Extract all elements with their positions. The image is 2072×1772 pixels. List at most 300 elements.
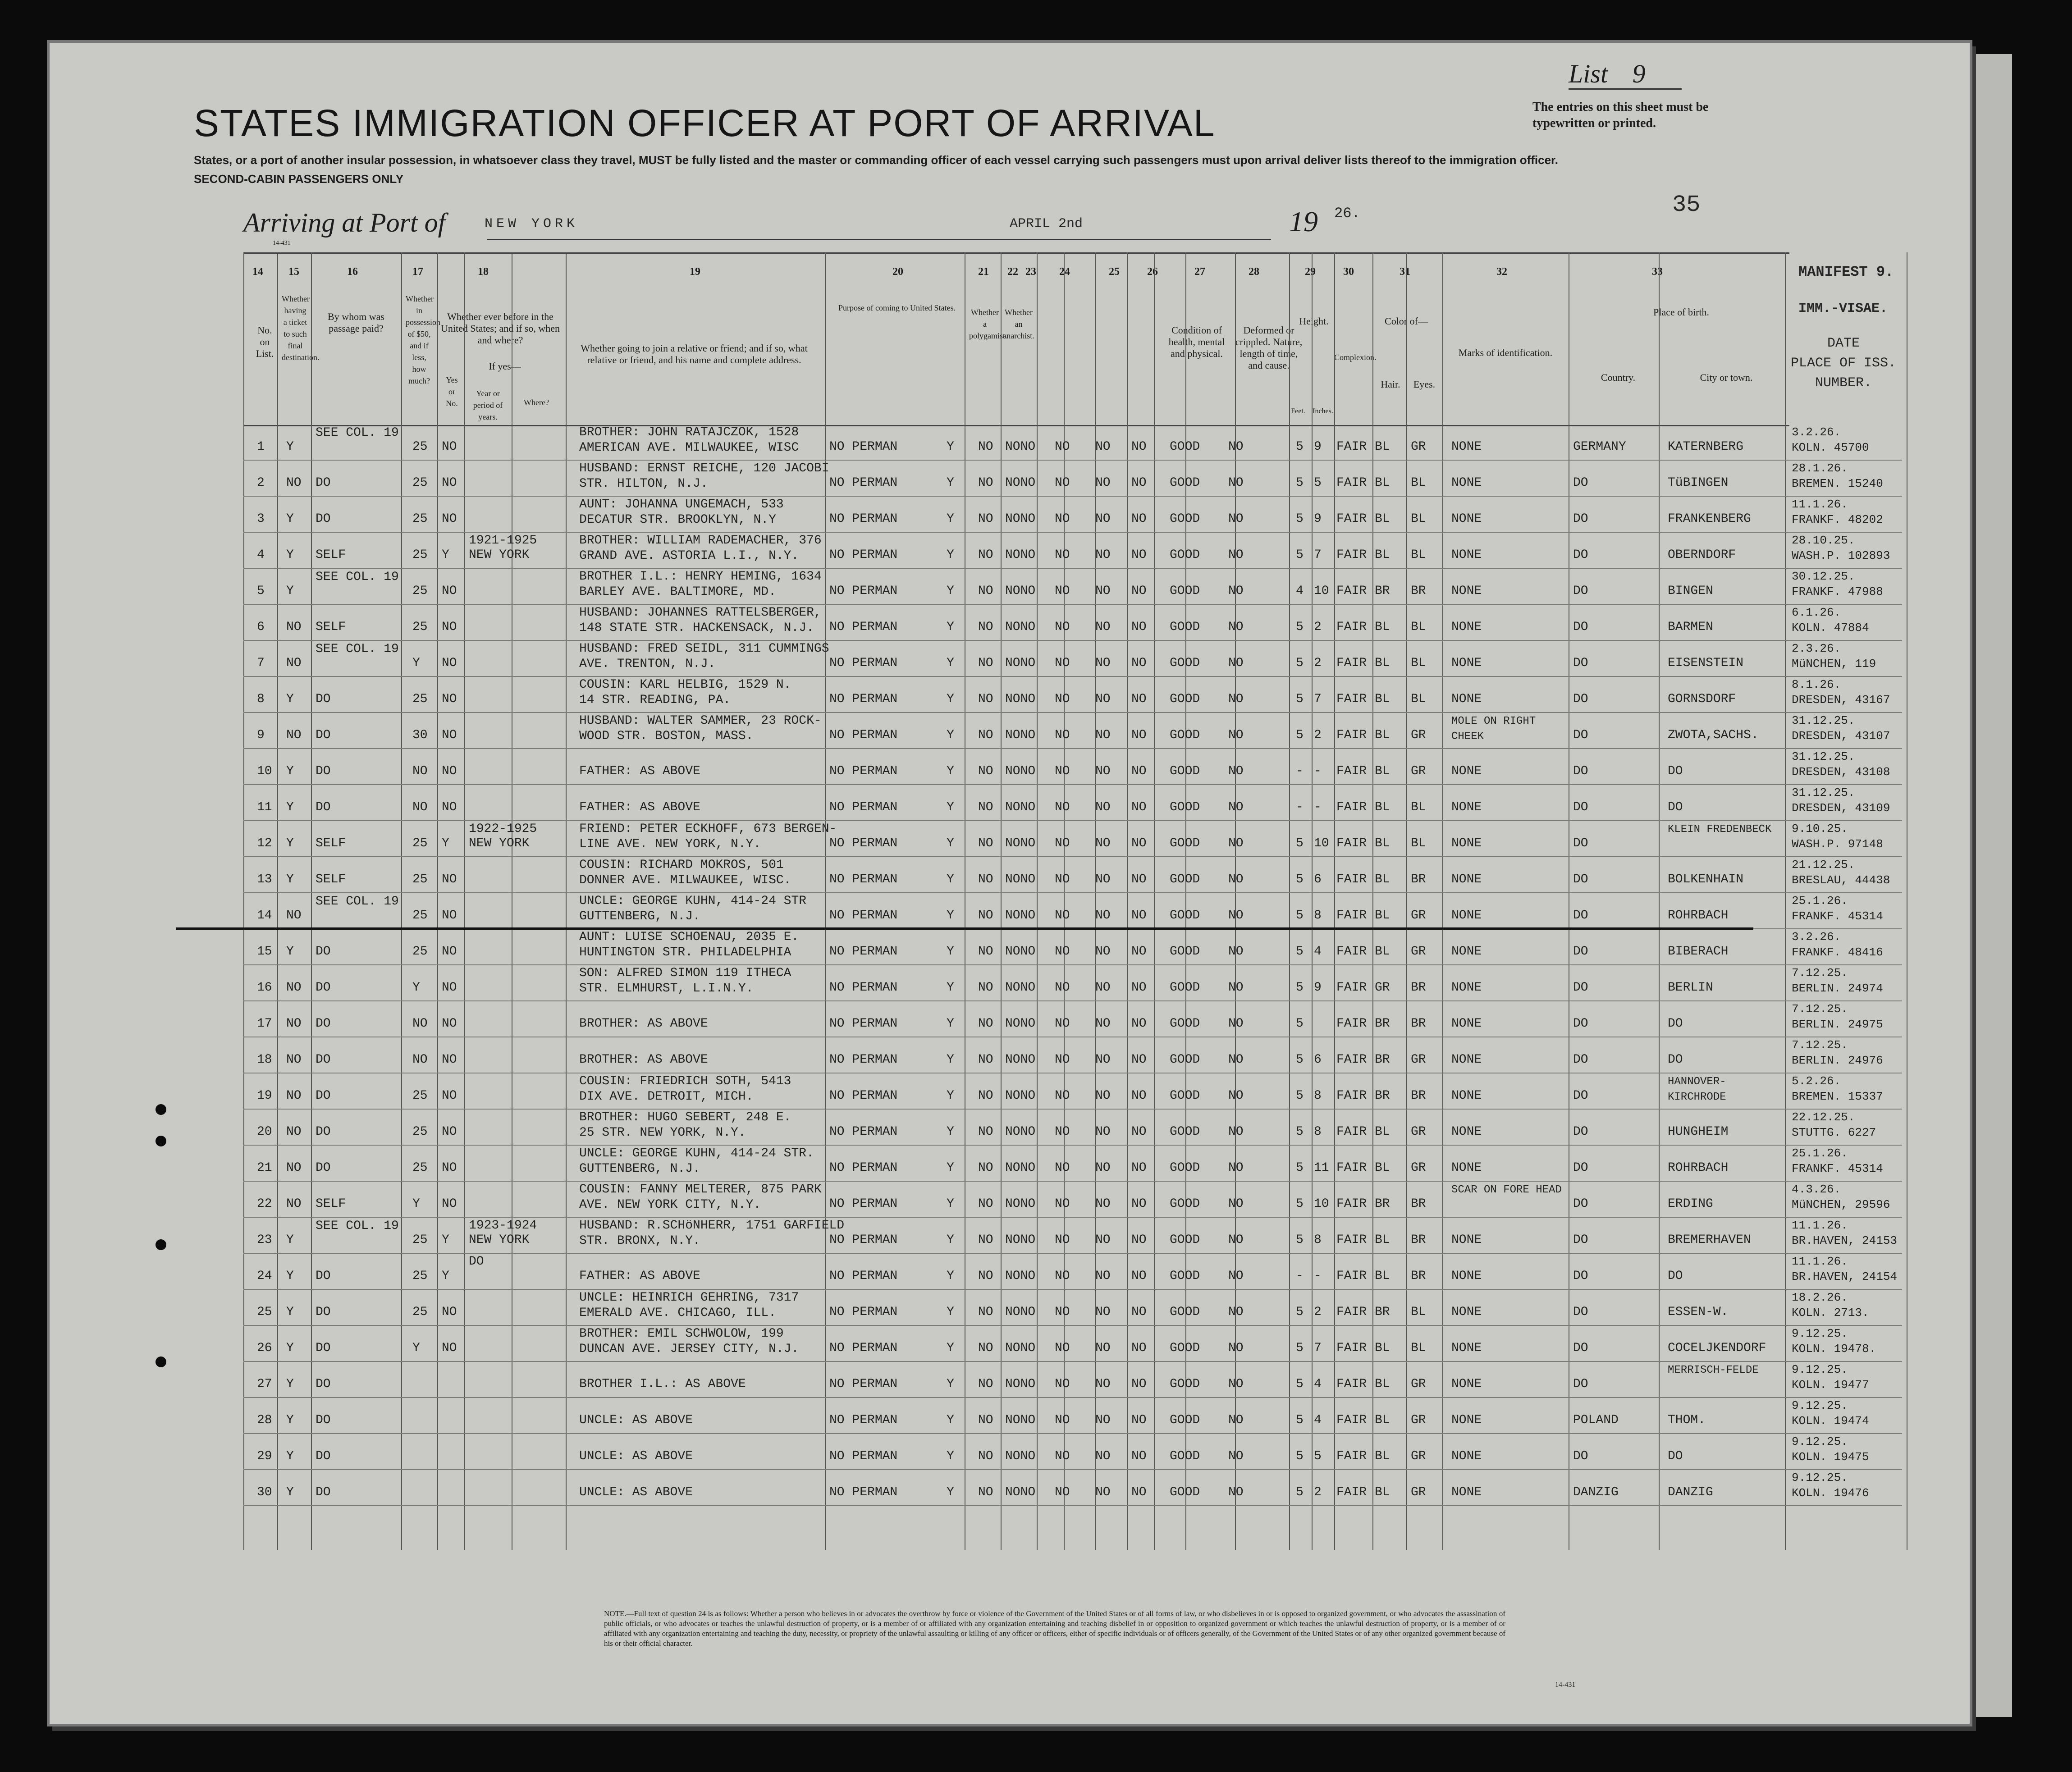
hair-value: BL [1375,548,1390,562]
deformed-value: NO [1228,476,1244,490]
deformed-value: NO [1228,692,1244,706]
anarchist-value: NONO [1005,1089,1036,1103]
q25-value: NO [1095,800,1111,814]
city-value: KLEIN FREDENBECK [1668,823,1772,836]
height-feet: 5 [1296,1305,1304,1319]
before-us-value: NO [442,728,457,742]
relative-line: 14 STR. READING, PA. [579,693,731,707]
polygamist-value: NO [978,728,993,742]
relative-line: DUNCAN AVE. JERSEY CITY, N.J. [579,1342,799,1356]
before-us-value: NO [442,1017,457,1031]
passage-paid-value: DO [316,1161,331,1175]
purpose-flag: Y [947,548,954,562]
relative-line: BARLEY AVE. BALTIMORE, MD. [579,585,776,599]
health-value: GOOD [1170,1269,1200,1283]
column-number: 31 [1400,266,1410,278]
visa-place-number: KOLN. 19478. [1792,1342,1876,1356]
before-us-value: NO [442,800,457,814]
height-feet: 5 [1296,1449,1304,1463]
ticket-value: NO [286,728,302,742]
anarchist-value: NONO [1005,1449,1036,1463]
money-value: Y [412,1197,420,1211]
ticket-value: NO [286,656,302,670]
relative-line: GRAND AVE. ASTORIA L.I., N.Y. [579,549,799,563]
relative-line: SON: ALFRED SIMON 119 ITHECA [579,966,791,980]
header-condition: Condition of health, mental and physical. [1168,324,1225,359]
year-prefix: 19 [1289,206,1318,237]
relative-line: AUNT: JOHANNA UNGEMACH, 533 [579,498,784,512]
complexion-value: FAIR [1336,945,1367,959]
purpose-value: NO PERMAN [829,1233,898,1247]
ticket-value: NO [286,1125,302,1139]
q26-value: NO [1131,836,1147,850]
visa-date: 18.2.26. [1792,1291,1848,1304]
deformed-value: NO [1228,548,1244,562]
passage-paid-value: DO [316,1089,331,1103]
visa-date-label: DATE [1827,336,1860,351]
anarchist-value: NONO [1005,909,1036,923]
money-value: NO [412,1053,428,1067]
visa-place-number: BR.HAVEN, 24153 [1792,1234,1898,1247]
where-value: NEW YORK [469,836,530,850]
row-number: 4 [257,548,265,562]
city-value: DO [1668,1017,1683,1031]
hair-value: BL [1375,945,1390,959]
polygamist-value: NO [978,981,993,995]
relative-line: UNCLE: AS ABOVE [579,1485,693,1499]
relative-line: DECATUR STR. BROOKLYN, N.Y [579,513,776,527]
table-row [243,964,1902,1001]
health-value: GOOD [1170,1377,1200,1391]
money-value: 25 [412,909,428,923]
complexion-value: FAIR [1336,1017,1367,1031]
q25-value: NO [1095,836,1111,850]
eyes-value: BL [1411,1305,1426,1319]
relative-line: HUSBAND: JOHANNES RATTELSBERGER, [579,606,822,620]
eyes-value: BR [1411,1233,1426,1247]
marks-value: NONE [1451,1269,1482,1283]
q26-value: NO [1131,981,1147,995]
visa-date: 31.12.25. [1792,786,1855,799]
marks-value: MOLE ON RIGHT CHEEK [1451,715,1536,743]
passage-paid-value: DO [316,692,331,706]
column-numbers [243,266,1789,279]
anarchist-value: NONO [1005,1197,1036,1211]
table-row [243,1469,1902,1506]
row-number: 12 [257,836,272,850]
ticket-value: NO [286,620,302,634]
city-value: BARMEN [1668,620,1713,634]
visa-date: 31.12.25. [1792,714,1855,727]
row-number: 14 [257,909,272,923]
column-number: 25 [1109,266,1120,278]
anarchist-value: NONO [1005,1269,1036,1283]
height-inches: 6 [1314,1053,1322,1067]
purpose-flag: Y [947,1305,954,1319]
row-number: 18 [257,1053,272,1067]
ticket-value: Y [286,1377,294,1391]
eyes-value: BL [1411,476,1426,490]
purpose-value: NO PERMAN [829,1413,898,1427]
anarchist-value: NONO [1005,1017,1036,1031]
eyes-value: BR [1411,1197,1426,1211]
passage-paid-value: DO [316,1485,331,1499]
height-feet: - [1296,1269,1304,1283]
money-value: NO [412,800,428,814]
table-row [243,1289,1902,1326]
deformed-value: NO [1228,1377,1244,1391]
marks-value: NONE [1451,1485,1482,1499]
marks-value: NONE [1451,981,1482,995]
passage-paid-value: SEE COL. 19 [316,426,399,440]
money-value: 25 [412,584,428,598]
before-us-value: NO [442,1341,457,1355]
table-row [243,424,1902,461]
hair-value: BR [1375,584,1390,598]
purpose-flag: Y [947,764,954,778]
deformed-value: NO [1228,836,1244,850]
polygamist-value: NO [978,1305,993,1319]
country-value: DO [1573,1161,1588,1175]
relative-line: GUTTENBERG, N.J. [579,909,700,923]
complexion-value: FAIR [1336,656,1367,670]
city-value: DO [1668,1449,1683,1463]
height-inches: 11 [1314,1161,1329,1175]
country-value: DO [1573,1377,1588,1391]
q24-value: NO [1055,1485,1070,1499]
deformed-value: NO [1228,620,1244,634]
before-us-value: NO [442,764,457,778]
q25-value: NO [1095,1413,1111,1427]
health-value: GOOD [1170,1233,1200,1247]
height-inches: 10 [1314,584,1329,598]
arrival-date: APRIL 2nd [1010,216,1083,232]
punch-hole [156,1239,166,1250]
visa-place-number: BERLIN. 24974 [1792,982,1883,995]
q26-value: NO [1131,1341,1147,1355]
money-value: 25 [412,1161,428,1175]
marks-value: NONE [1451,1377,1482,1391]
purpose-value: NO PERMAN [829,1341,898,1355]
marks-value: NONE [1451,1413,1482,1427]
q24-value: NO [1055,1341,1070,1355]
city-value: OBERNDORF [1668,548,1736,562]
passage-paid-value: DO [316,945,331,959]
health-value: GOOD [1170,1305,1200,1319]
country-value: DO [1573,945,1588,959]
q26-value: NO [1131,1377,1147,1391]
visa-date: 9.12.25. [1792,1435,1848,1448]
height-inches: 8 [1314,1125,1322,1139]
visa-place-number: DRESDEN, 43107 [1792,729,1890,743]
passage-paid-value: DO [316,728,331,742]
visa-date: 9.12.25. [1792,1327,1848,1340]
money-value: 25 [412,548,428,562]
country-value: DO [1573,1089,1588,1103]
visa-date: 5.2.26. [1792,1074,1841,1088]
ticket-value: NO [286,981,302,995]
country-value: DO [1573,692,1588,706]
marks-value: NONE [1451,512,1482,526]
anarchist-value: NONO [1005,1305,1036,1319]
visa-place-number: KOLN. 19477 [1792,1378,1869,1392]
q25-value: NO [1095,981,1111,995]
column-number: 26 [1147,266,1158,278]
polygamist-value: NO [978,620,993,634]
ticket-value: Y [286,945,294,959]
height-feet: 5 [1296,1377,1304,1391]
eyes-value: GR [1411,728,1426,742]
ticket-value: Y [286,1485,294,1499]
height-inches: 8 [1314,1233,1322,1247]
height-inches: 9 [1314,440,1322,454]
q25-value: NO [1095,1089,1111,1103]
anarchist-value: NONO [1005,1053,1036,1067]
eyes-value: GR [1411,440,1426,454]
q25-value: NO [1095,1377,1111,1391]
height-inches: 4 [1314,1413,1322,1427]
q24-value: NO [1055,836,1070,850]
marks-value: NONE [1451,656,1482,670]
relative-line: 25 STR. NEW YORK, N.Y. [579,1126,746,1140]
passage-paid-value: DO [316,1449,331,1463]
purpose-value: NO PERMAN [829,476,898,490]
relative-line: AMERICAN AVE. MILWAUKEE, WISC [579,441,799,455]
passage-paid-value: DO [316,1017,331,1031]
relative-line: COUSIN: FRIEDRICH SOTH, 5413 [579,1074,791,1088]
before-us-value: NO [442,692,457,706]
years-value: DO [469,1255,484,1269]
hair-value: BL [1375,512,1390,526]
anarchist-value: NONO [1005,800,1036,814]
complexion-value: FAIR [1336,1305,1367,1319]
relative-line: AUNT: LUISE SCHOENAU, 2035 E. [579,930,799,944]
table-row [243,604,1902,641]
q25-value: NO [1095,1053,1111,1067]
visa-date: 11.1.26. [1792,1255,1848,1268]
visa-place-number: BREMEN. 15337 [1792,1090,1883,1103]
city-value: THOM. [1668,1413,1706,1427]
table-row [243,496,1902,533]
deformed-value: NO [1228,872,1244,886]
deformed-value: NO [1228,1017,1244,1031]
relative-line: BROTHER: EMIL SCHWOLOW, 199 [579,1327,784,1341]
hair-value: BL [1375,692,1390,706]
country-value: DO [1573,1233,1588,1247]
table-row [243,1253,1902,1290]
health-value: GOOD [1170,981,1200,995]
q26-value: NO [1131,440,1147,454]
q25-value: NO [1095,1341,1111,1355]
purpose-value: NO PERMAN [829,512,898,526]
ticket-value: NO [286,476,302,490]
q26-value: NO [1131,1485,1147,1499]
anarchist-value: NONO [1005,692,1036,706]
q25-value: NO [1095,692,1111,706]
country-value: DO [1573,1449,1588,1463]
q26-value: NO [1131,945,1147,959]
passage-paid-value: SELF [316,872,346,886]
polygamist-value: NO [978,836,993,850]
table-row [243,784,1902,821]
height-feet: 5 [1296,836,1304,850]
anarchist-value: NONO [1005,872,1036,886]
city-value: KATERNBERG [1668,440,1744,454]
purpose-flag: Y [947,1197,954,1211]
health-value: GOOD [1170,1449,1200,1463]
q24-value: NO [1055,1161,1070,1175]
row-number: 24 [257,1269,272,1283]
height-inches: 2 [1314,620,1322,634]
visa-place-number: MüNCHEN, 119 [1792,657,1876,671]
q26-value: NO [1131,1053,1147,1067]
purpose-flag: Y [947,1341,954,1355]
height-inches: 10 [1314,836,1329,850]
eyes-value: BR [1411,584,1426,598]
q26-value: NO [1131,1089,1147,1103]
q24-value: NO [1055,692,1070,706]
passenger-class: SECOND-CABIN PASSENGERS ONLY [194,172,404,186]
polygamist-value: NO [978,1449,993,1463]
polygamist-value: NO [978,476,993,490]
relative-line: COUSIN: FANNY MELTERER, 875 PARK [579,1183,822,1197]
purpose-value: NO PERMAN [829,1089,898,1103]
complexion-value: FAIR [1336,1413,1367,1427]
eyes-value: GR [1411,1053,1426,1067]
hair-value: BL [1375,440,1390,454]
ticket-value: Y [286,1413,294,1427]
country-value: DO [1573,1341,1588,1355]
marks-value: NONE [1451,836,1482,850]
marks-value: NONE [1451,800,1482,814]
relative-line: FATHER: AS ABOVE [579,1269,700,1283]
ticket-value: NO [286,1053,302,1067]
list-number: List 9 [1569,59,1682,89]
marks-value: SCAR ON FORE HEAD [1451,1184,1562,1196]
money-value: NO [412,1017,428,1031]
marks-value: NONE [1451,764,1482,778]
height-feet: 5 [1296,728,1304,742]
relative-line: HUNTINGTON STR. PHILADELPHIA [579,945,791,959]
q26-value: NO [1131,656,1147,670]
height-inches: 8 [1314,909,1322,923]
hair-value: BL [1375,800,1390,814]
height-inches: - [1314,1269,1322,1283]
height-feet: 5 [1296,1089,1304,1103]
country-value: DO [1573,620,1588,634]
ticket-value: Y [286,692,294,706]
height-inches: 8 [1314,1089,1322,1103]
header-polygamist: Whether a polygamist. [969,308,1007,340]
country-value: DO [1573,1125,1588,1139]
passage-paid-value: SELF [316,620,346,634]
marks-value: NONE [1451,1017,1482,1031]
eyes-value: BR [1411,1269,1426,1283]
ticket-value: Y [286,584,294,598]
height-feet: - [1296,764,1304,778]
q26-value: NO [1131,1269,1147,1283]
marks-value: NONE [1451,548,1482,562]
row-number: 16 [257,981,272,995]
eyes-value: BL [1411,512,1426,526]
city-value: BREMERHAVEN [1668,1233,1751,1247]
purpose-value: NO PERMAN [829,764,898,778]
purpose-value: NO PERMAN [829,656,898,670]
complexion-value: FAIR [1336,909,1367,923]
table-row [243,748,1902,785]
q26-value: NO [1131,584,1147,598]
height-inches: 2 [1314,656,1322,670]
purpose-flag: Y [947,836,954,850]
complexion-value: FAIR [1336,1269,1367,1283]
eyes-value: GR [1411,1449,1426,1463]
deformed-value: NO [1228,1269,1244,1283]
marks-value: NONE [1451,1125,1482,1139]
years-value: 1923-1924 [469,1219,537,1233]
complexion-value: FAIR [1336,1341,1367,1355]
header-yes-no: Yes or No. [446,375,458,408]
height-feet: 5 [1296,1125,1304,1139]
height-feet: 5 [1296,512,1304,526]
visa-place-number: KOLN. 19474 [1792,1414,1869,1428]
visa-date: 25.1.26. [1792,1146,1848,1160]
where-value: NEW YORK [469,548,530,562]
anarchist-value: NONO [1005,440,1036,454]
q24-value: NO [1055,1233,1070,1247]
city-value: FRANKENBERG [1668,512,1751,526]
relative-line: 148 STATE STR. HACKENSACK, N.J. [579,621,814,635]
before-us-value: NO [442,620,457,634]
height-feet: 5 [1296,476,1304,490]
relative-line: BROTHER: AS ABOVE [579,1017,708,1031]
purpose-flag: Y [947,1233,954,1247]
passage-paid-value: DO [316,1413,331,1427]
ticket-value: NO [286,1161,302,1175]
eyes-value: GR [1411,1485,1426,1499]
q24-value: NO [1055,584,1070,598]
q24-value: NO [1055,548,1070,562]
header-hair: Hair. [1381,379,1400,390]
marks-value: NONE [1451,1341,1482,1355]
passage-paid-value: SEE COL. 19 [316,895,399,909]
height-inches: 2 [1314,728,1322,742]
purpose-flag: Y [947,1053,954,1067]
purpose-flag: Y [947,584,954,598]
height-inches: 9 [1314,512,1322,526]
deformed-value: NO [1228,981,1244,995]
eyes-value: BL [1411,1341,1426,1355]
header-fifty-dollars: Whether in possession of $50, and if less, how much? [406,294,441,385]
purpose-value: NO PERMAN [829,584,898,598]
q26-value: NO [1131,620,1147,634]
eyes-value: BR [1411,1089,1426,1103]
marks-value: NONE [1451,476,1482,490]
q26-value: NO [1131,909,1147,923]
ticket-value: Y [286,548,294,562]
money-value: Y [412,1341,420,1355]
row-number: 21 [257,1161,272,1175]
purpose-value: NO PERMAN [829,620,898,634]
anarchist-value: NONO [1005,981,1036,995]
header-where: Where? [524,398,549,407]
city-value: HANNOVER-KIRCHRODE [1668,1076,1726,1103]
height-feet: 5 [1296,1197,1304,1211]
city-value: DO [1668,1269,1683,1283]
visa-date: 28.10.25. [1792,534,1855,547]
passage-paid-value: DO [316,1341,331,1355]
visa-place-number: BREMEN. 15240 [1792,477,1883,490]
hair-value: BL [1375,764,1390,778]
